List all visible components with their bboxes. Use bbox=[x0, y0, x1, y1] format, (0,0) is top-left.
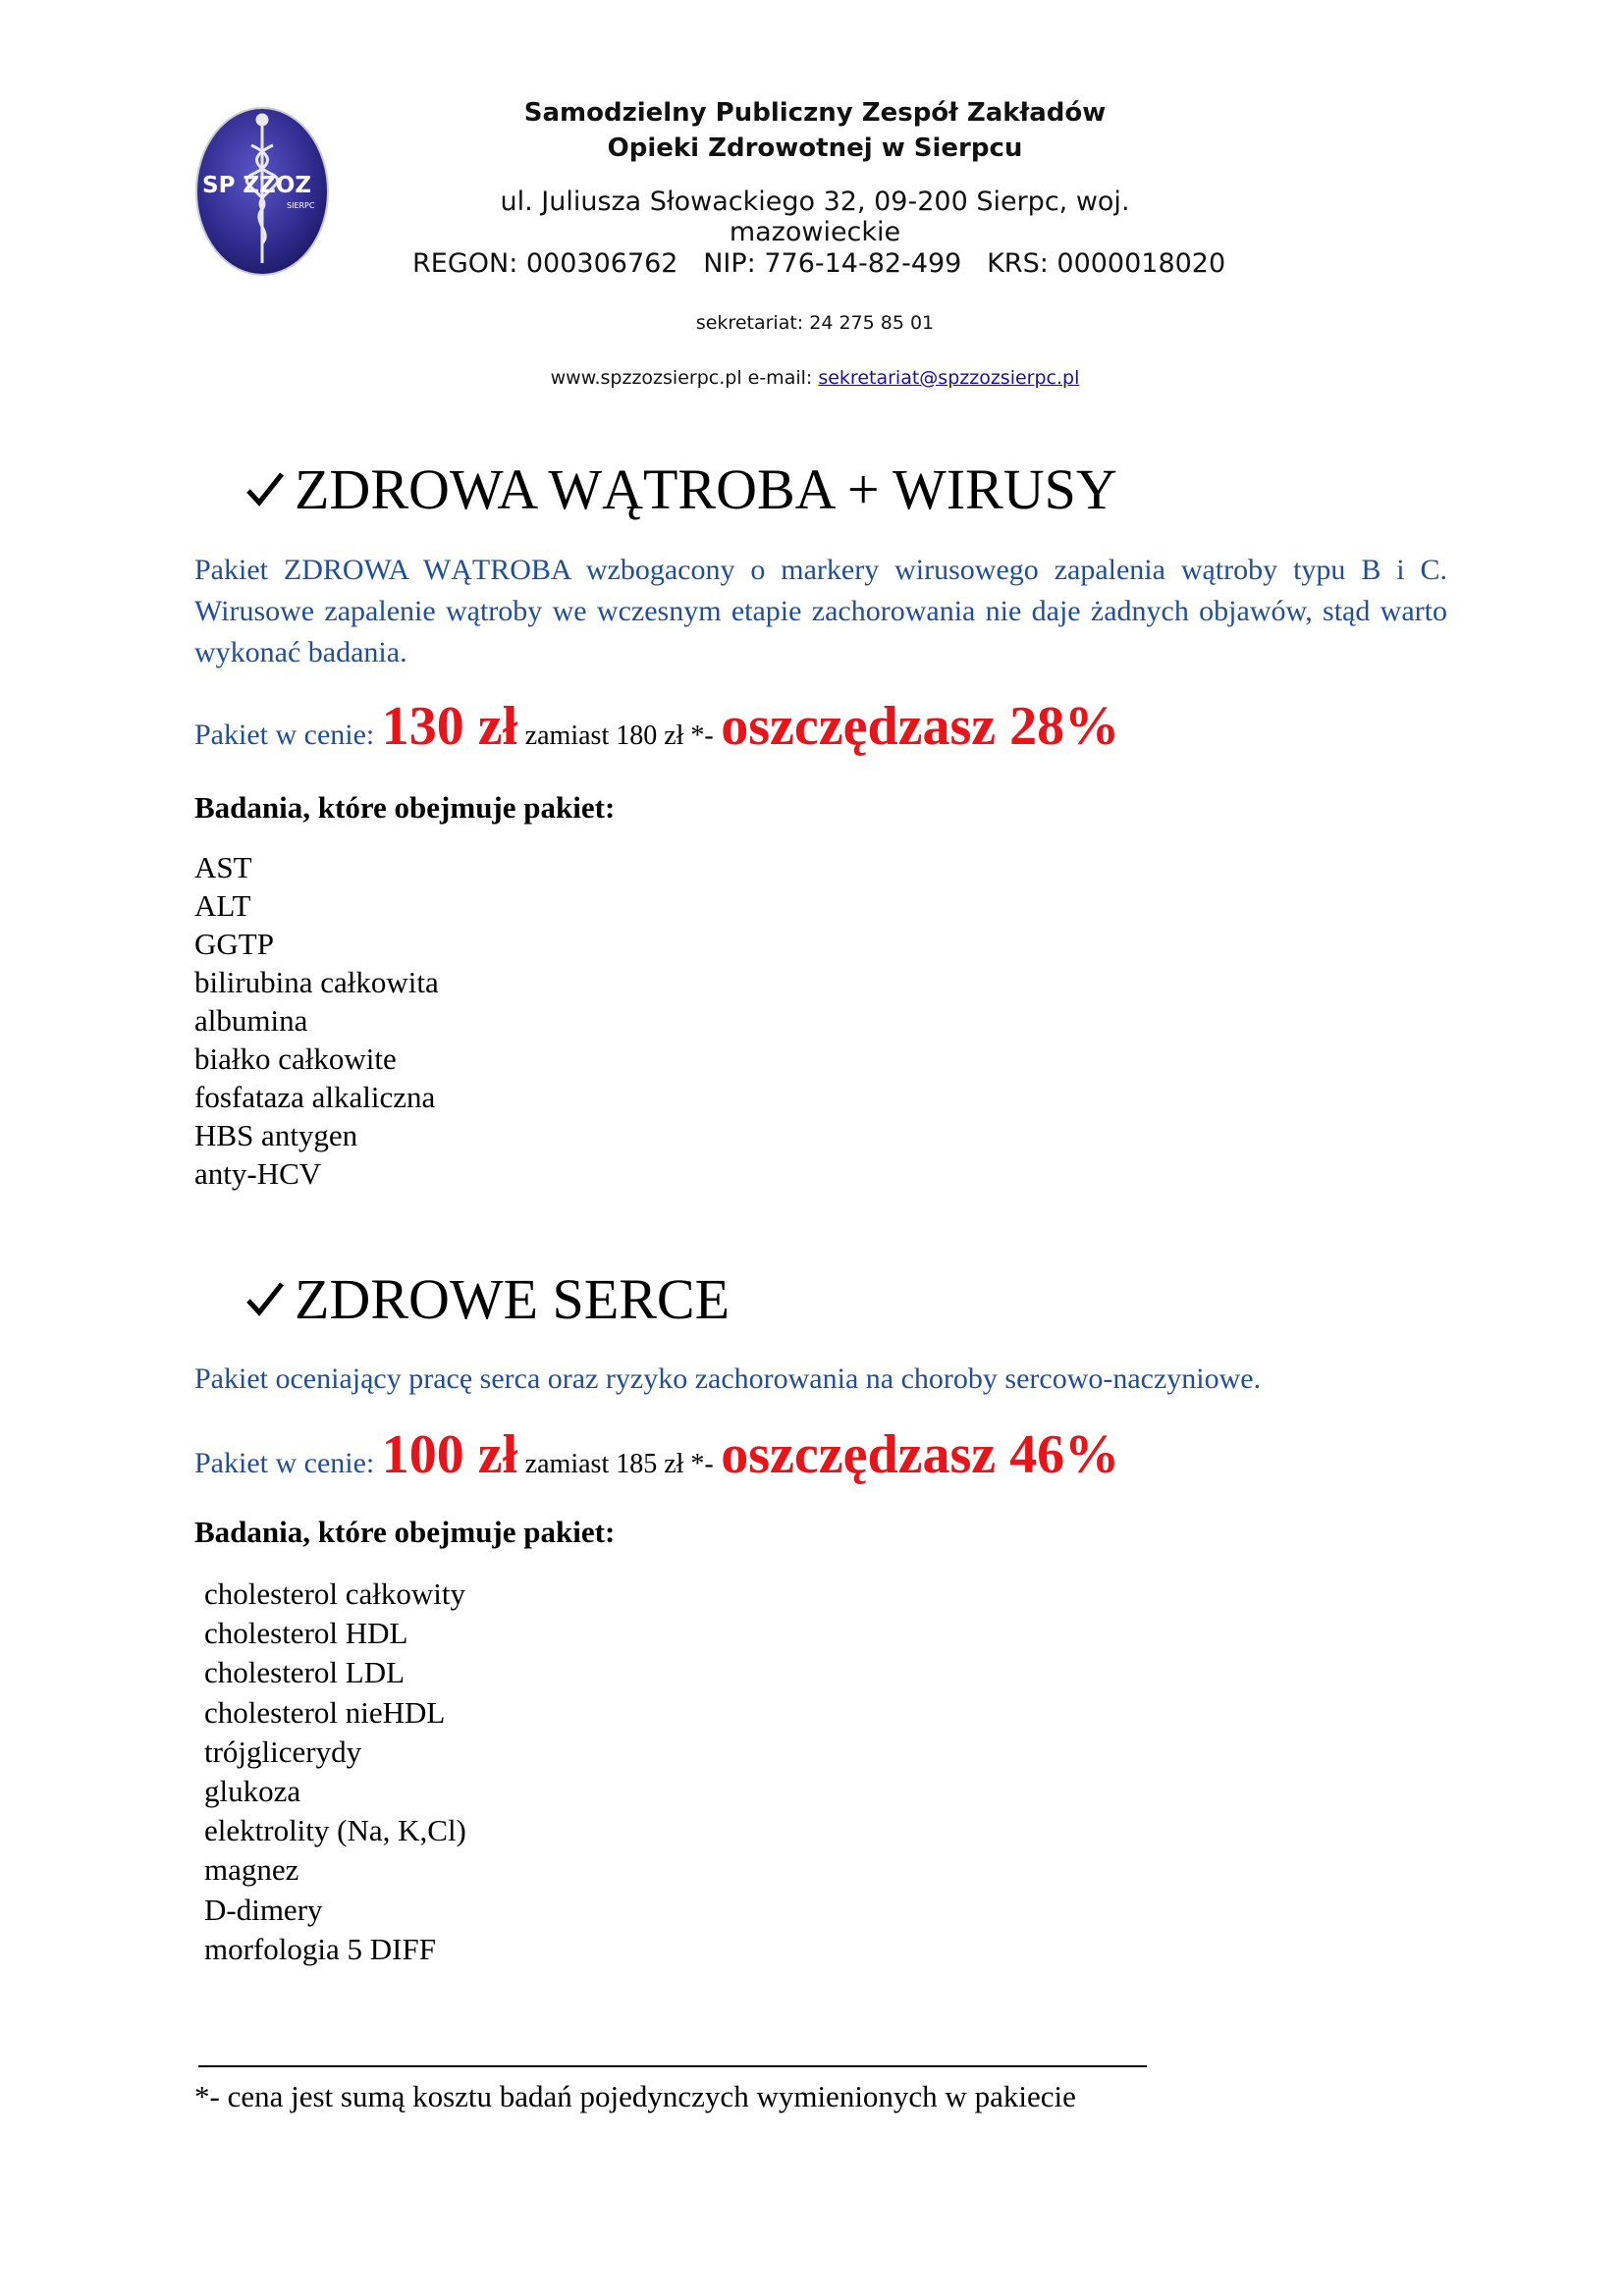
logo-subtext: SIERPC bbox=[287, 201, 315, 210]
list-item: glukoza bbox=[204, 1774, 301, 1809]
list-item: białko całkowite bbox=[194, 1041, 397, 1076]
list-item: AST bbox=[194, 850, 252, 884]
list-item: anty-HCV bbox=[194, 1156, 322, 1191]
list-item: cholesterol całkowity bbox=[204, 1576, 465, 1611]
institution-address: ul. Juliusza Słowackiego 32, 09-200 Sierpc, woj. mazowieckie bbox=[500, 187, 1130, 247]
footnote: *- cena jest sumą kosztu badań pojedynczych wymienionych w pakiecie bbox=[194, 2079, 1076, 2113]
section2-tests-heading: Badania, które obejmuje pakiet: bbox=[194, 1515, 616, 1549]
institution-contact bbox=[412, 367, 1218, 389]
institution-phone: sekretariat: 24 275 85 01 bbox=[695, 312, 935, 334]
section1-savings: oszczędzasz 28% bbox=[721, 696, 1120, 757]
section2-tests-list bbox=[204, 1575, 466, 1969]
section2-price-label: Pakiet w cenie: bbox=[194, 1447, 375, 1479]
institution-name-line1: Samodzielny Publiczny Zespół Zakładów bbox=[523, 98, 1107, 128]
list-item: magnez bbox=[204, 1852, 299, 1888]
section2-price-line bbox=[194, 1423, 1119, 1486]
list-item: cholesterol LDL bbox=[204, 1655, 406, 1690]
list-item: elektrolity (Na, K,Cl) bbox=[204, 1813, 466, 1848]
section2-title: ZDROWE SERCE bbox=[295, 1267, 731, 1331]
section2-price: 100 zł bbox=[381, 1424, 518, 1485]
section1-description: Pakiet ZDROWA WĄTROBA wzbogacony o markery wirusowego zapalenia wątroby typu B i C. Wirusowe zapalenie wątroby we wczesnym etapie zachorowania nie daje żadnych objawów, stąd warto wykonać badania. bbox=[194, 554, 1447, 668]
section1-title: ZDROWA WĄTROBA + WIRUSY bbox=[295, 457, 1117, 521]
list-item: cholesterol HDL bbox=[204, 1616, 408, 1651]
list-item: albumina bbox=[194, 1003, 308, 1038]
list-item: bilirubina całkowita bbox=[194, 965, 439, 999]
list-item: trójglicerydy bbox=[204, 1734, 362, 1769]
institution-name-line2: Opieki Zdrowotnej w Sierpcu bbox=[607, 133, 1023, 163]
section1-price-label: Pakiet w cenie: bbox=[194, 719, 375, 751]
footnote-divider bbox=[198, 2065, 1147, 2067]
email-link[interactable]: sekretariat@spzzozsierpc.pl bbox=[818, 367, 1080, 389]
section1-title-row bbox=[245, 456, 1117, 522]
section1-tests-list bbox=[194, 848, 439, 1193]
hospital-logo bbox=[194, 106, 330, 277]
list-item: ALT bbox=[194, 888, 251, 923]
website-link[interactable]: www.spzzozsierpc.pl bbox=[550, 367, 742, 389]
section1-tests-heading: Badania, które obejmuje pakiet: bbox=[194, 790, 616, 825]
list-item: HBS antygen bbox=[194, 1118, 358, 1152]
section1-old-price: zamiast 180 zł *- bbox=[524, 721, 714, 751]
email-label: e-mail: bbox=[747, 367, 813, 389]
list-item: fosfataza alkaliczna bbox=[194, 1080, 436, 1114]
section2-savings: oszczędzasz 46% bbox=[721, 1424, 1120, 1485]
section2-title-row bbox=[245, 1266, 730, 1332]
list-item: morfologia 5 DIFF bbox=[204, 1931, 436, 1966]
checkmark-icon bbox=[245, 469, 285, 508]
list-item: D-dimery bbox=[204, 1892, 323, 1927]
checkmark-icon bbox=[245, 1279, 285, 1318]
logo-text: SP ZZOZ bbox=[202, 173, 312, 198]
section1-price: 130 zł bbox=[381, 696, 518, 757]
institution-registry: REGON: 000306762 NIP: 776-14-82-499 KRS: 0000018020 bbox=[412, 248, 1226, 279]
section1-price-line bbox=[194, 695, 1119, 758]
list-item: cholesterol nieHDL bbox=[204, 1694, 446, 1730]
list-item: GGTP bbox=[194, 927, 274, 961]
section2-old-price: zamiast 185 zł *- bbox=[524, 1449, 714, 1479]
section2-description: Pakiet oceniający pracę serca oraz ryzyko zachorowania na choroby sercowo-naczyniowe. bbox=[194, 1362, 1262, 1395]
